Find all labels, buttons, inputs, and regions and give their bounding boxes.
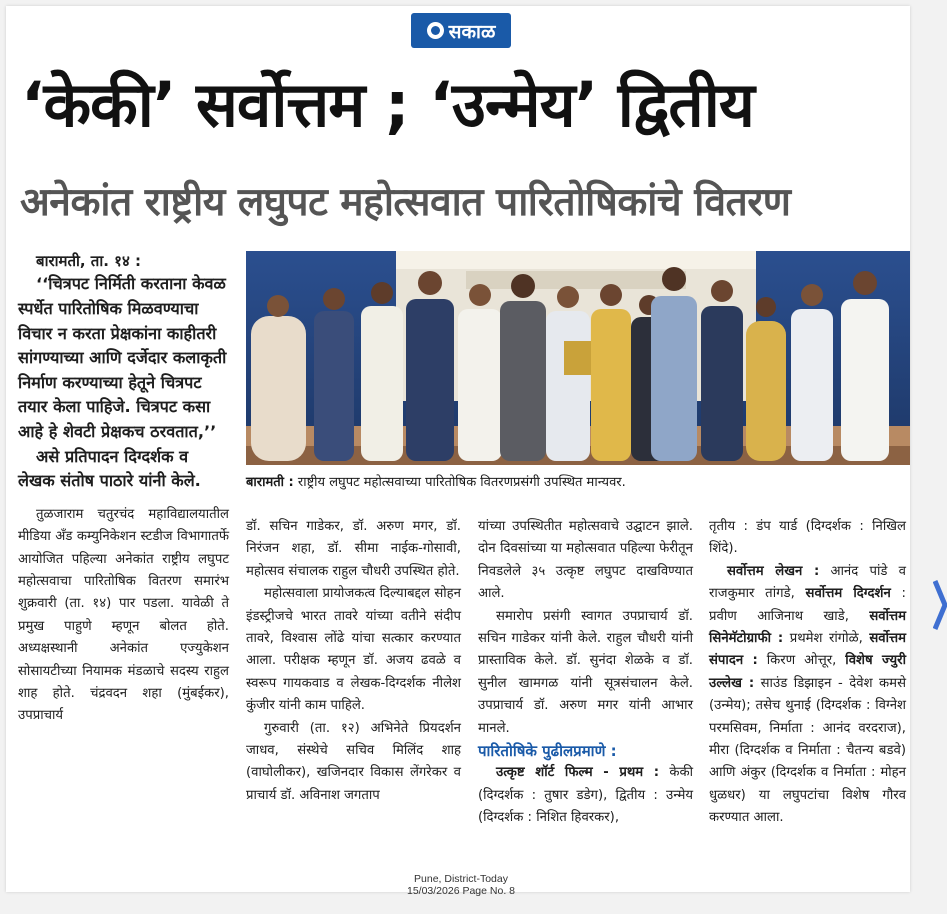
article-column-2 [246,516,461,807]
article-column-3 [478,516,693,830]
logo-text: सकाळ [448,20,496,43]
award-winner-text: किरण ओत्तूर, [757,653,846,669]
awards-paragraph [478,762,693,829]
caption-text: राष्ट्रीय लघुपट महोत्सवाच्या पारितोषिक वितरणप्रसंगी उपस्थित मान्यवर. [293,475,626,490]
article-paragraph: डॉ. सचिन गाडेकर, डॉ. अरुण मगर, डॉ. निरंजन शहा, डॉ. सीमा नाईक-गोसावी, महोत्सव संचालक राहुल चौधरी उपस्थित होते. [246,519,461,579]
award-category-label: सर्वोत्तम लेखन : [727,563,820,579]
caption-place: बारामती : [246,475,294,490]
page-footer [336,873,586,897]
article-paragraph: तृतीय : डंप यार्ड (दिग्दर्शक : निखिल शिंदे). [709,519,906,557]
sakal-emblem-icon [427,22,444,39]
newspaper-page [6,6,910,897]
photo-caption [246,468,910,498]
award-text: केकी (दिग्दर्शक : तुषार डडेग), द्वितीय : उन्मेय (दिग्दर्शक : निशित हिवरकर), [478,765,693,826]
subheadline: अनेकांत राष्ट्रीय लघुपट महोत्सवात पारितोषिकांचे वितरण [20,180,791,225]
dateline: बारामती, ता. १४ : [36,252,141,270]
article-paragraph: गुरुवारी (ता. १२) अभिनेते प्रियदर्शन जाधव, संस्थेचे सचिव मिलिंद शाह (वाघोलीकर), खजिनदार विकास लेंगरेकर व प्राचार्य डॉ. अविनाश जगताप [246,720,461,803]
headline: ‘केकी’ सर्वोत्तम ; ‘उन्मेय’ द्वितीय [21,68,754,141]
article-paragraph: तुळजाराम चतुरचंद महाविद्यालयातील मीडिया अँड कम्युनिकेशन स्टडीज विभागातर्फे आयोजित पहिल्या अनेकांत राष्ट्रीय लघुपट महोत्सवाचा पारितोषिक वितरण समारंभ शुक्रवारी (ता. १४) पार पडला. यावेळी ते प्रमुख पाहुणे म्हणून बोलत होते. अध्यक्षस्थानी अनेकांत एज्युकेशन सोसायटीच्या नियामक मंडळाचे सदस्य राहुल शाह होते. चंद्रवदन शहा (मुंबईकर), उपप्राचार्य [18,506,229,724]
award-winner-text: : प्रवीण आजिनाथ खाडे, [709,586,907,624]
award-label: उत्कृष्ट शॉर्ट फिल्म - प्रथम : [496,765,660,781]
award-winner-text: आनंद पांडे व राजकुमार तांगडे, [709,563,906,602]
lead-attribution: असे प्रतिपादन दिग्दर्शक व लेखक संतोष पाठारे यांनी केले. [18,446,201,491]
article-paragraph: महोत्सवाला प्रायोजकत्व दिल्याबद्दल सोहन इंडस्ट्रीजचे भारत तावरे यांच्या वतीने संदीप तावरे, विश्वास लोंढे यांचा सत्कार करण्यात आला. परीक्षक म्हणून डॉ. अजय ढवळे व स्वरूप गायकवाड व लेखक-दिग्दर्शक नीलेश कुंजीर यांनी काम पाहिले. [246,586,461,714]
awards-list-paragraph [709,561,906,830]
award-winner-text: साउंड डिझाइन - देवेश कमसे (उन्मेय); तसेच थुनाई (दिग्दर्शक : विग्नेश परमसिवम, निर्माता : आनंद वरदराज), मीरा (दिग्दर्शक व निर्माता : चैतन्य बडवे) आणि अंकुर (दिग्दर्शक व निर्माता : मोहन धुळधर) या लघुपटांचा विशेष गौरव करण्यात आला. [709,675,906,826]
chevron-right-icon[interactable] [933,575,947,635]
article-column-1 [18,250,229,728]
photo-illustration [246,251,910,465]
article-paragraph: यांच्या उपस्थितीत महोत्सवाचे उद्घाटन झाले. दोन दिवसांच्या या महोत्सवात पहिल्या फेरीतून निवडलेले ३५ उत्कृष्ट लघुपट दाखविण्यात आले. [478,519,693,602]
article-column-4 [709,516,906,830]
lead-quote: ‘‘चित्रपट निर्मिती करताना केवळ स्पर्धेत पारितोषिक मिळवण्याचा विचार न करता प्रेक्षकांना काहीतरी सांगण्याच्या आणि दर्जेदार कलाकृती निर्माण करण्याच्या हेतूने चित्रपट तयार केला पाहिजे. चित्रपट कसा आहे हे शेवटी प्रेक्षकच ठरवतात,’’ [18,274,227,441]
footer-edition: Pune, District-Today [414,873,508,885]
award-ceremony-photo [246,251,910,465]
masthead-logo [411,13,511,48]
award-category-label: सर्वोत्तम दिग्दर्शन [805,586,891,602]
footer-date-page: 15/03/2026 Page No. 8 [406,885,515,897]
award-category-label: विशेष ज्युरी उल्लेख : [709,653,906,691]
award-category-label: सर्वोत्तम सिनेमॅटोग्राफी : [709,608,906,647]
award-winner-text: प्रथमेश रांगोळे, [783,631,870,647]
article-paragraph: समारोप प्रसंगी स्वागत उपप्राचार्य डॉ. सचिन गाडेकर यांनी केले. राहुल चौधरी यांनी प्रास्ताविक केले. डॉ. सुनंदा शेळके व डॉ. सुनील खामगळ यांनी सूत्रसंचालन केले. उपप्राचार्य डॉ. अरुण मगर यांनी आभार मानले. [478,608,693,736]
awards-heading: पारितोषिके पुढीलप्रमाणे : [478,742,617,761]
award-category-label: सर्वोत्तम संपादन : [709,631,906,669]
